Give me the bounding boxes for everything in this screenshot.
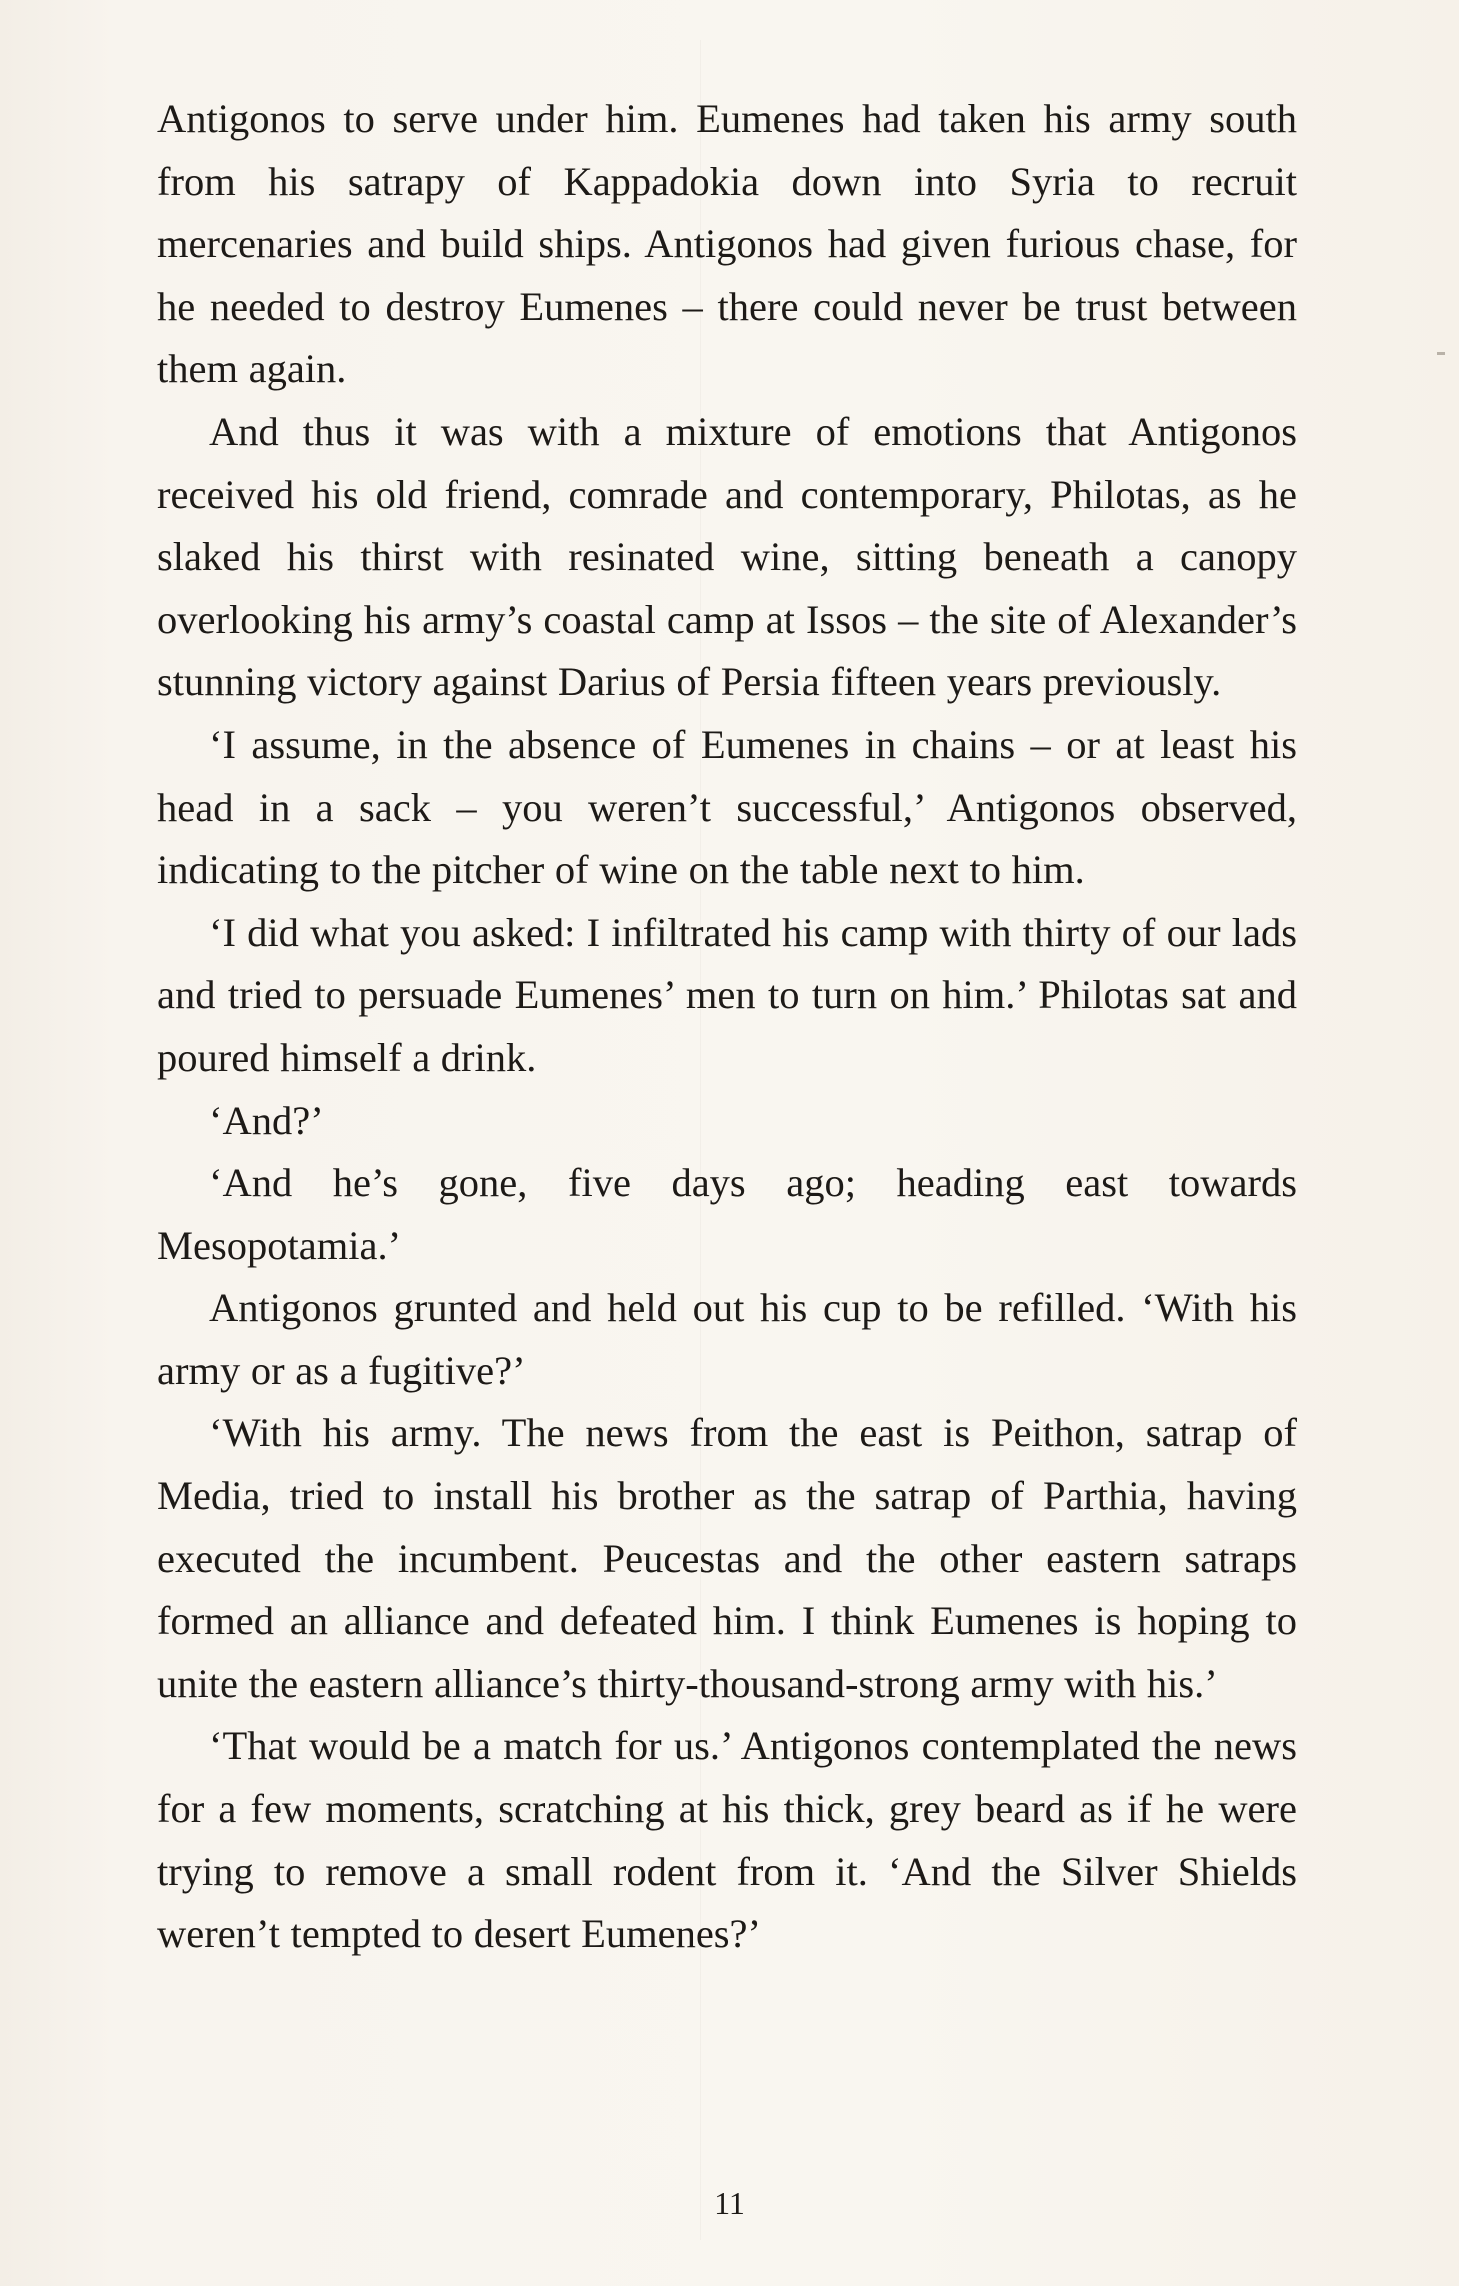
paragraph-3: ‘I assume, in the absence of Eumenes in chains – or at least his head in a sack – you weren’t successful,’ Antigonos observed, indicating to the pitcher of wine on the table next to him.	[157, 721, 1297, 893]
edge-mark	[1437, 352, 1445, 355]
paragraph-6: ‘And he’s gone, five days ago; heading east towards Mesopotamia.’	[157, 1160, 1297, 1268]
paragraph-1: Antigonos to serve under him. Eumenes had taken his army south from his satrapy of Kappadokia down into Syria to recruit mercenaries and build ships. Antigonos had given furious chase, for he needed to destroy Eumenes – there could never be trust between them again.	[157, 96, 1297, 392]
page-number: 11	[714, 2185, 745, 2221]
paragraph-4: ‘I did what you asked: I infiltrated his camp with thirty of our lads and tried to persuade Eumenes’ men to turn on him.’ Philotas sat and poured himself a drink.	[157, 909, 1297, 1080]
paragraph-2: And thus it was with a mixture of emotions that Antigonos received his old friend, comrade and contemporary, Philotas, as he slaked his thirst with resinated wine, sitting beneath a canopy overlooking his army’s coastal camp at Issos – the site of Alexander’s stunning victory against Darius of Persia fifteen years previously.	[157, 408, 1297, 705]
body-text	[157, 88, 1297, 1966]
paragraph-7: Antigonos grunted and held out his cup to be refilled. ‘With his army or as a fugitive?’	[157, 1285, 1297, 1393]
paragraph-9: ‘That would be a match for us.’ Antigonos contemplated the news for a few moments, scratching at his thick, grey beard as if he were trying to remove a small rodent from it. ‘And the Silver Shields weren’t tempted to desert Eumenes?’	[157, 1723, 1297, 1957]
paragraph-5: ‘And?’	[209, 1097, 324, 1143]
paragraph-8: ‘With his army. The news from the east is Peithon, satrap of Media, tried to install his brother as the satrap of Parthia, having executed the incumbent. Peucestas and the other eastern satraps formed an alliance and defeated him. I think Eumenes is hoping to unite the eastern alliance’s thirty-thousand-strong army with his.’	[157, 1410, 1297, 1706]
